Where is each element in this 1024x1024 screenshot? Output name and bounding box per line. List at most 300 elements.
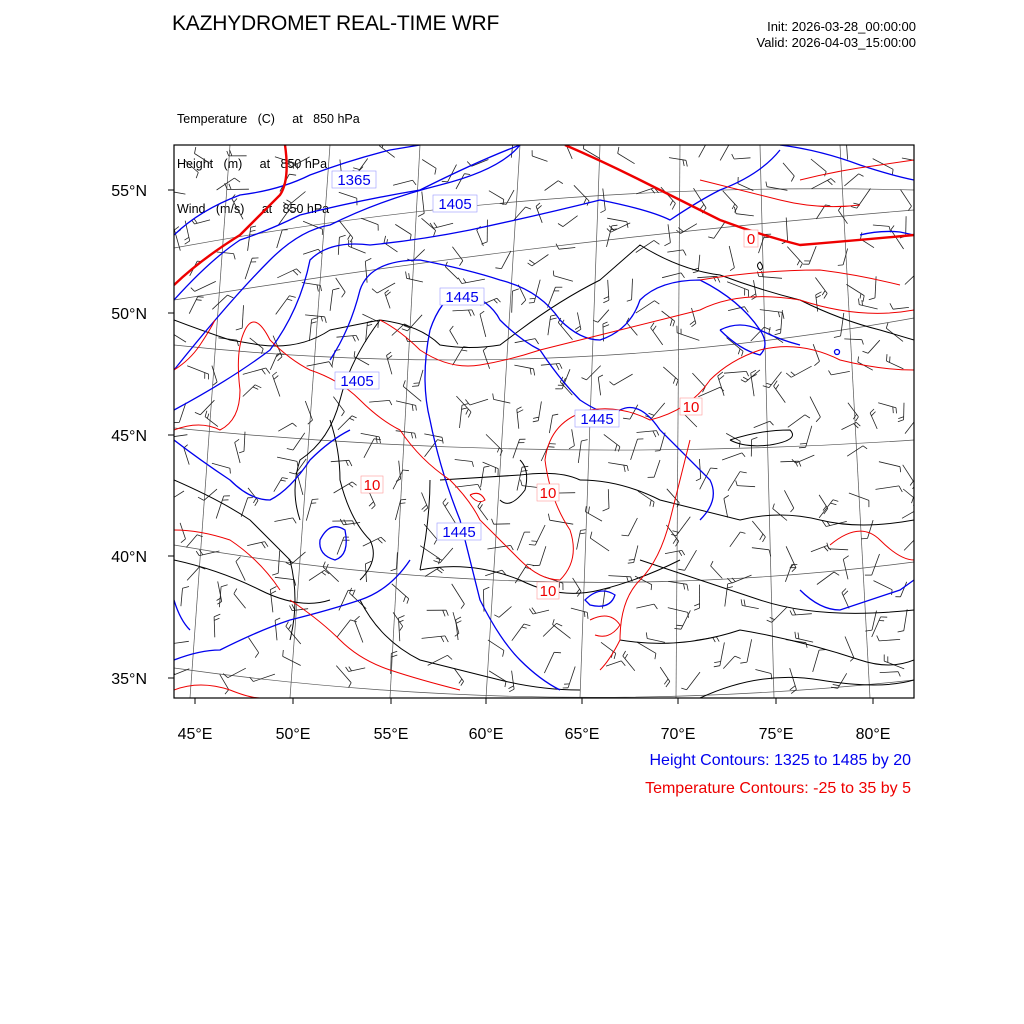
wind-barb — [819, 495, 828, 509]
wind-barb-flag — [530, 298, 536, 299]
wind-barb-flag — [406, 272, 407, 279]
wind-barb — [893, 307, 909, 309]
wind-barb — [387, 356, 392, 375]
wind-barb — [887, 361, 904, 369]
wind-barb-flag — [236, 557, 241, 562]
wind-barb-flag — [181, 539, 186, 543]
wind-barb-flag — [289, 625, 292, 630]
wind-barb — [817, 572, 834, 585]
wind-barb — [472, 160, 489, 167]
wind-barb — [796, 455, 815, 463]
wind-barb-flag — [253, 498, 256, 503]
wind-barb-flag — [311, 322, 316, 323]
wind-barb-flag — [731, 141, 737, 142]
wind-barb — [905, 419, 917, 434]
wind-barb — [603, 189, 606, 211]
wind-barb — [729, 246, 734, 268]
wind-barb-flag — [472, 462, 473, 467]
wind-barb — [364, 439, 374, 458]
wind-barb-flag — [548, 514, 549, 521]
wind-barb-flag — [505, 681, 506, 687]
wind-barb-flag — [869, 298, 875, 300]
wind-barb-flag — [529, 545, 535, 546]
wind-barb-flag — [352, 416, 357, 418]
wind-barb — [514, 365, 533, 369]
wind-barb-flag — [914, 540, 920, 542]
wind-barb — [774, 386, 786, 403]
wind-barb-flag — [234, 178, 240, 182]
height-label — [433, 195, 477, 213]
wind-barb-flag — [693, 271, 698, 273]
wind-barb-flag — [827, 180, 832, 185]
wind-barb-flag — [321, 317, 322, 322]
wind-barb-flag — [819, 650, 826, 651]
wind-barb-flag — [805, 415, 810, 418]
wind-barb — [293, 433, 305, 450]
wind-barb-flag — [657, 431, 659, 436]
wind-barb — [187, 567, 199, 581]
wind-barb — [212, 366, 217, 382]
wind-barb — [422, 160, 436, 169]
wind-barb-flag — [531, 541, 537, 542]
svg-text:1445: 1445 — [445, 289, 479, 306]
wind-barb-flag — [783, 312, 785, 318]
wind-barb — [377, 283, 395, 293]
wind-barb-flag — [910, 481, 913, 485]
wind-barb — [283, 656, 301, 665]
wind-barb-flag — [265, 542, 268, 547]
wind-barb-flag — [834, 572, 839, 575]
wind-barb-flag — [455, 633, 459, 636]
wind-barb-flag — [851, 207, 857, 209]
wind-barb — [361, 433, 380, 437]
wind-barb — [790, 668, 797, 689]
wind-barb-flag — [912, 497, 914, 503]
wind-barb — [868, 340, 880, 353]
wind-barb-flag — [834, 336, 841, 338]
wind-barb — [784, 490, 793, 508]
wind-barb — [455, 460, 472, 462]
wind-barb — [278, 551, 280, 574]
wind-barb-flag — [369, 502, 374, 507]
wind-barb-flag — [468, 310, 471, 316]
wind-barb-flag — [744, 600, 745, 607]
wind-barb — [811, 179, 831, 189]
wind-barb — [274, 518, 292, 522]
wind-barb-flag — [676, 625, 683, 626]
wind-barb-flag — [825, 205, 830, 206]
wind-barb — [277, 269, 296, 278]
wind-barb-flag — [350, 620, 356, 622]
wind-barb — [905, 271, 919, 284]
svg-text:10: 10 — [682, 399, 700, 416]
wind-barb — [811, 159, 826, 172]
wind-barb — [618, 153, 635, 163]
wind-barb-flag — [195, 147, 196, 153]
wind-barb-flag — [898, 417, 903, 419]
wind-barb-flag — [917, 419, 924, 421]
wind-barb-flag — [581, 440, 587, 441]
wind-barb — [422, 218, 436, 230]
svg-text:1365: 1365 — [337, 172, 371, 189]
wind-barb-flag — [624, 465, 625, 472]
height-contours — [174, 145, 914, 690]
wind-barb-flag — [443, 610, 445, 616]
wind-barb-flag — [227, 151, 229, 156]
wind-barb-flag — [751, 370, 756, 373]
wind-barb — [339, 590, 348, 610]
wind-barb-flag — [558, 224, 563, 227]
wind-barb-flag — [708, 237, 714, 238]
wind-barb-flag — [524, 624, 530, 626]
wind-barb — [217, 252, 234, 254]
wind-barb-flag — [790, 686, 795, 690]
wind-barb — [677, 333, 699, 341]
wind-barb — [681, 224, 697, 234]
wind-barb — [538, 401, 541, 420]
wind-barb-flag — [234, 589, 237, 594]
wind-barb-flag — [537, 205, 541, 209]
wind-barb — [879, 462, 900, 467]
wind-barb-flag — [556, 244, 559, 250]
wind-barb-flag — [629, 559, 635, 560]
wind-barb-flag — [410, 235, 411, 240]
wind-barb-flag — [349, 683, 352, 688]
wind-barb-flag — [843, 591, 848, 596]
wind-barb-flag — [770, 421, 774, 425]
wind-barb — [668, 608, 688, 613]
wind-barb — [545, 181, 559, 191]
wind-barb-flag — [860, 294, 861, 299]
wind-barb — [395, 224, 411, 234]
svg-text:1445: 1445 — [580, 411, 614, 428]
wind-barb — [737, 486, 755, 487]
wind-barb-flag — [766, 182, 767, 187]
temperature-label — [361, 476, 383, 494]
wind-barb-flag — [411, 433, 412, 439]
wind-barb-flag — [560, 364, 563, 369]
wind-barb — [290, 552, 305, 565]
wind-barb-flag — [719, 375, 724, 379]
wind-barb-flag — [200, 550, 203, 555]
field-wind: Wind (m/s) at 850 hPa — [177, 202, 330, 216]
wind-barb-flag — [863, 351, 869, 353]
wind-barb-flag — [587, 612, 588, 618]
wind-barb — [662, 273, 681, 278]
wind-barb — [242, 305, 243, 328]
wind-barb — [878, 403, 896, 408]
wind-barb-flag — [738, 349, 740, 354]
wind-barb — [831, 371, 850, 375]
wind-barb-flag — [365, 561, 371, 564]
wind-barb — [604, 434, 620, 446]
wind-barb — [607, 218, 627, 222]
wind-barb — [422, 493, 428, 508]
wind-barb-flag — [793, 609, 796, 615]
wind-barb-flag — [296, 269, 301, 273]
wind-barb-flag — [742, 453, 745, 457]
wind-barb-flag — [340, 519, 343, 525]
wind-barb — [336, 666, 351, 683]
wind-barb-flag — [274, 376, 278, 380]
wind-barb-flag — [919, 271, 924, 273]
wind-barb-flag — [842, 589, 846, 593]
wind-barb-flag — [664, 679, 668, 684]
wind-barb — [292, 157, 310, 167]
wind-barb-flag — [281, 480, 286, 481]
wind-barb-flag — [850, 658, 854, 662]
wind-barb-flag — [291, 207, 298, 209]
wind-barb-flag — [381, 537, 386, 541]
wind-barb — [236, 562, 245, 581]
wind-barb-flag — [403, 380, 405, 386]
wind-barb-flag — [553, 619, 555, 624]
wind-barb — [810, 397, 820, 418]
wind-barb-flag — [791, 372, 795, 376]
wind-barb — [574, 185, 589, 201]
wind-barb-flag — [322, 572, 326, 575]
wind-barb-flag — [797, 260, 800, 265]
wind-barb — [339, 192, 357, 198]
wind-barb — [723, 656, 735, 669]
wind-barb — [667, 250, 683, 252]
wind-barb-flag — [800, 263, 802, 267]
wind-barb-flag — [603, 508, 609, 511]
wind-barb-flag — [528, 263, 532, 266]
wind-barb — [876, 486, 900, 490]
wind-barb-flag — [862, 300, 863, 305]
wind-barb-flag — [814, 361, 819, 365]
wind-barb-flag — [424, 508, 428, 512]
wind-barb — [216, 496, 224, 519]
wind-barb-flag — [521, 480, 523, 486]
wind-barb — [848, 403, 859, 417]
wind-barb — [309, 319, 311, 341]
wind-barb-flag — [833, 685, 840, 686]
wind-barb-flag — [891, 226, 894, 230]
lon-label: 70°E — [660, 726, 696, 743]
wind-barb-flag — [887, 354, 888, 361]
wind-barb-flag — [251, 226, 256, 227]
wind-barb-flag — [434, 539, 437, 544]
wind-barb-flag — [621, 661, 625, 666]
wind-barb-flag — [250, 230, 255, 231]
wind-barb-flag — [198, 497, 204, 500]
wind-barb — [470, 399, 488, 405]
wind-barb-flag — [861, 232, 862, 239]
wind-barb-flag — [799, 447, 806, 448]
wind-barb — [843, 559, 848, 579]
wind-barb — [632, 279, 633, 300]
wind-barb — [819, 500, 833, 518]
wind-barb — [419, 370, 424, 386]
wind-barb-flag — [732, 154, 734, 159]
wind-barb — [842, 422, 857, 429]
lat-label: 45°N — [111, 428, 147, 445]
height-label — [335, 372, 379, 390]
wind-barb-flag — [535, 339, 538, 344]
wind-barb-flag — [664, 243, 670, 246]
wind-barb — [598, 310, 609, 323]
wind-barb-flag — [207, 414, 208, 419]
wind-barb — [166, 191, 185, 194]
wind-barb — [722, 453, 742, 460]
wind-barb — [450, 331, 458, 345]
wind-barb-flag — [230, 150, 232, 156]
wind-barb-flag — [673, 531, 679, 533]
wind-barb-flag — [580, 533, 586, 534]
wind-barb-flag — [576, 329, 581, 332]
wind-barb — [732, 575, 752, 583]
wind-barb-flag — [763, 537, 766, 542]
svg-text:10: 10 — [363, 477, 381, 494]
wind-barb-flag — [262, 542, 266, 548]
wind-barb — [785, 565, 791, 582]
wind-barb-flag — [670, 319, 672, 326]
wind-barb-flag — [461, 604, 464, 609]
wind-barb-flag — [390, 400, 392, 405]
wind-barb — [456, 174, 464, 189]
wind-barb — [534, 280, 540, 303]
wind-barb-flag — [443, 499, 446, 503]
wind-barb-flag — [401, 499, 406, 500]
wind-barb-flag — [856, 417, 859, 421]
wind-barb-flag — [673, 378, 675, 384]
wind-barb-flag — [614, 653, 616, 659]
wind-barb — [195, 281, 216, 291]
wind-barb — [816, 205, 825, 219]
wind-barb — [205, 417, 218, 427]
wind-barb — [759, 234, 765, 253]
wind-barb — [349, 246, 366, 253]
wind-barb — [212, 463, 230, 468]
wind-barb-flag — [707, 142, 712, 143]
wind-barb-flag — [287, 449, 293, 451]
wind-barb-flag — [588, 507, 589, 514]
wind-barb-flag — [627, 300, 632, 302]
wind-barb-flag — [391, 569, 397, 571]
wind-barb-flag — [673, 538, 676, 543]
wind-barb-flag — [270, 587, 276, 590]
wind-barb — [698, 387, 720, 397]
wind-barb-flag — [655, 301, 660, 304]
wind-barb — [532, 156, 547, 161]
wind-barb-flag — [414, 383, 420, 384]
wind-barb — [170, 491, 184, 500]
wind-barb-flag — [846, 138, 852, 141]
wind-barb-flag — [898, 631, 904, 632]
wind-barb-flag — [448, 655, 453, 659]
wind-barb — [512, 624, 524, 641]
wind-barb — [627, 322, 638, 335]
lon-label: 80°E — [855, 726, 891, 743]
wind-barb — [330, 290, 333, 311]
wind-barb-flag — [354, 351, 355, 356]
wind-barb — [563, 216, 578, 227]
wind-barb-flag — [681, 273, 684, 278]
wind-barb — [274, 478, 282, 492]
wind-barb-flag — [185, 241, 190, 244]
wind-barb-flag — [255, 385, 261, 388]
wind-barb-flag — [831, 503, 837, 505]
wind-barb-flag — [899, 486, 902, 492]
wind-barb — [845, 637, 854, 658]
wind-barb-flag — [569, 446, 574, 449]
wind-barb-flag — [239, 451, 244, 453]
wind-barb — [723, 191, 738, 207]
wind-barb — [277, 457, 297, 461]
wind-barb-flag — [272, 573, 278, 575]
wind-barb-flag — [349, 460, 352, 466]
wind-barb — [559, 248, 575, 250]
wind-barb-flag — [317, 285, 318, 292]
wind-barb — [692, 308, 696, 323]
wind-barb-flag — [262, 369, 266, 374]
wind-barb-flag — [282, 478, 288, 479]
wind-barb-flag — [463, 278, 466, 282]
wind-barb — [392, 584, 409, 599]
wind-barb — [337, 537, 344, 555]
wind-barb — [859, 305, 877, 309]
wind-barb-flag — [349, 484, 353, 487]
wind-barb-flag — [653, 502, 654, 507]
lon-label: 55°E — [373, 726, 409, 743]
wind-barb — [901, 190, 912, 207]
wind-barb-flag — [798, 633, 799, 639]
wind-barb-flag — [816, 295, 821, 298]
wind-barb-flag — [290, 606, 293, 611]
wind-barb — [623, 656, 635, 671]
wind-barb-flag — [438, 440, 443, 441]
wind-barb — [275, 577, 294, 579]
wind-barb-flag — [553, 271, 554, 276]
wind-barb — [752, 521, 765, 537]
wind-barb-flag — [348, 235, 351, 240]
wind-barb-flag — [500, 203, 507, 204]
wind-barb — [499, 607, 512, 618]
wind-barb — [873, 225, 889, 226]
wind-barb-flag — [646, 632, 647, 638]
wind-barb-flag — [740, 532, 745, 533]
wind-barb-flag — [312, 499, 318, 500]
wind-barb-flag — [623, 651, 626, 656]
wind-barb-flag — [833, 500, 838, 502]
wind-barb-flag — [713, 638, 716, 643]
wind-barb-flag — [654, 604, 657, 609]
wind-barb-flag — [169, 639, 172, 644]
wind-barb-flag — [898, 672, 900, 677]
wind-barb-flag — [521, 300, 526, 305]
wind-barb-flag — [225, 690, 229, 695]
wind-barb — [554, 276, 573, 282]
wind-barb-flag — [863, 296, 864, 302]
wind-barb-flag — [168, 495, 172, 498]
wind-barb-flag — [266, 368, 270, 374]
wind-barb-flag — [526, 207, 532, 209]
wind-barb-flag — [627, 577, 629, 582]
wind-barb-flag — [198, 297, 204, 298]
wind-barb-flag — [922, 162, 923, 168]
wind-barb-flag — [399, 616, 405, 619]
wind-barb-flag — [214, 618, 219, 620]
wind-barb — [847, 446, 863, 456]
wind-barb-flag — [342, 412, 345, 416]
wind-barb-flag — [325, 317, 327, 323]
wind-barb-flag — [255, 501, 258, 506]
wind-barb-flag — [283, 650, 284, 656]
wind-barb-flag — [387, 352, 392, 355]
wind-barb — [879, 639, 900, 641]
